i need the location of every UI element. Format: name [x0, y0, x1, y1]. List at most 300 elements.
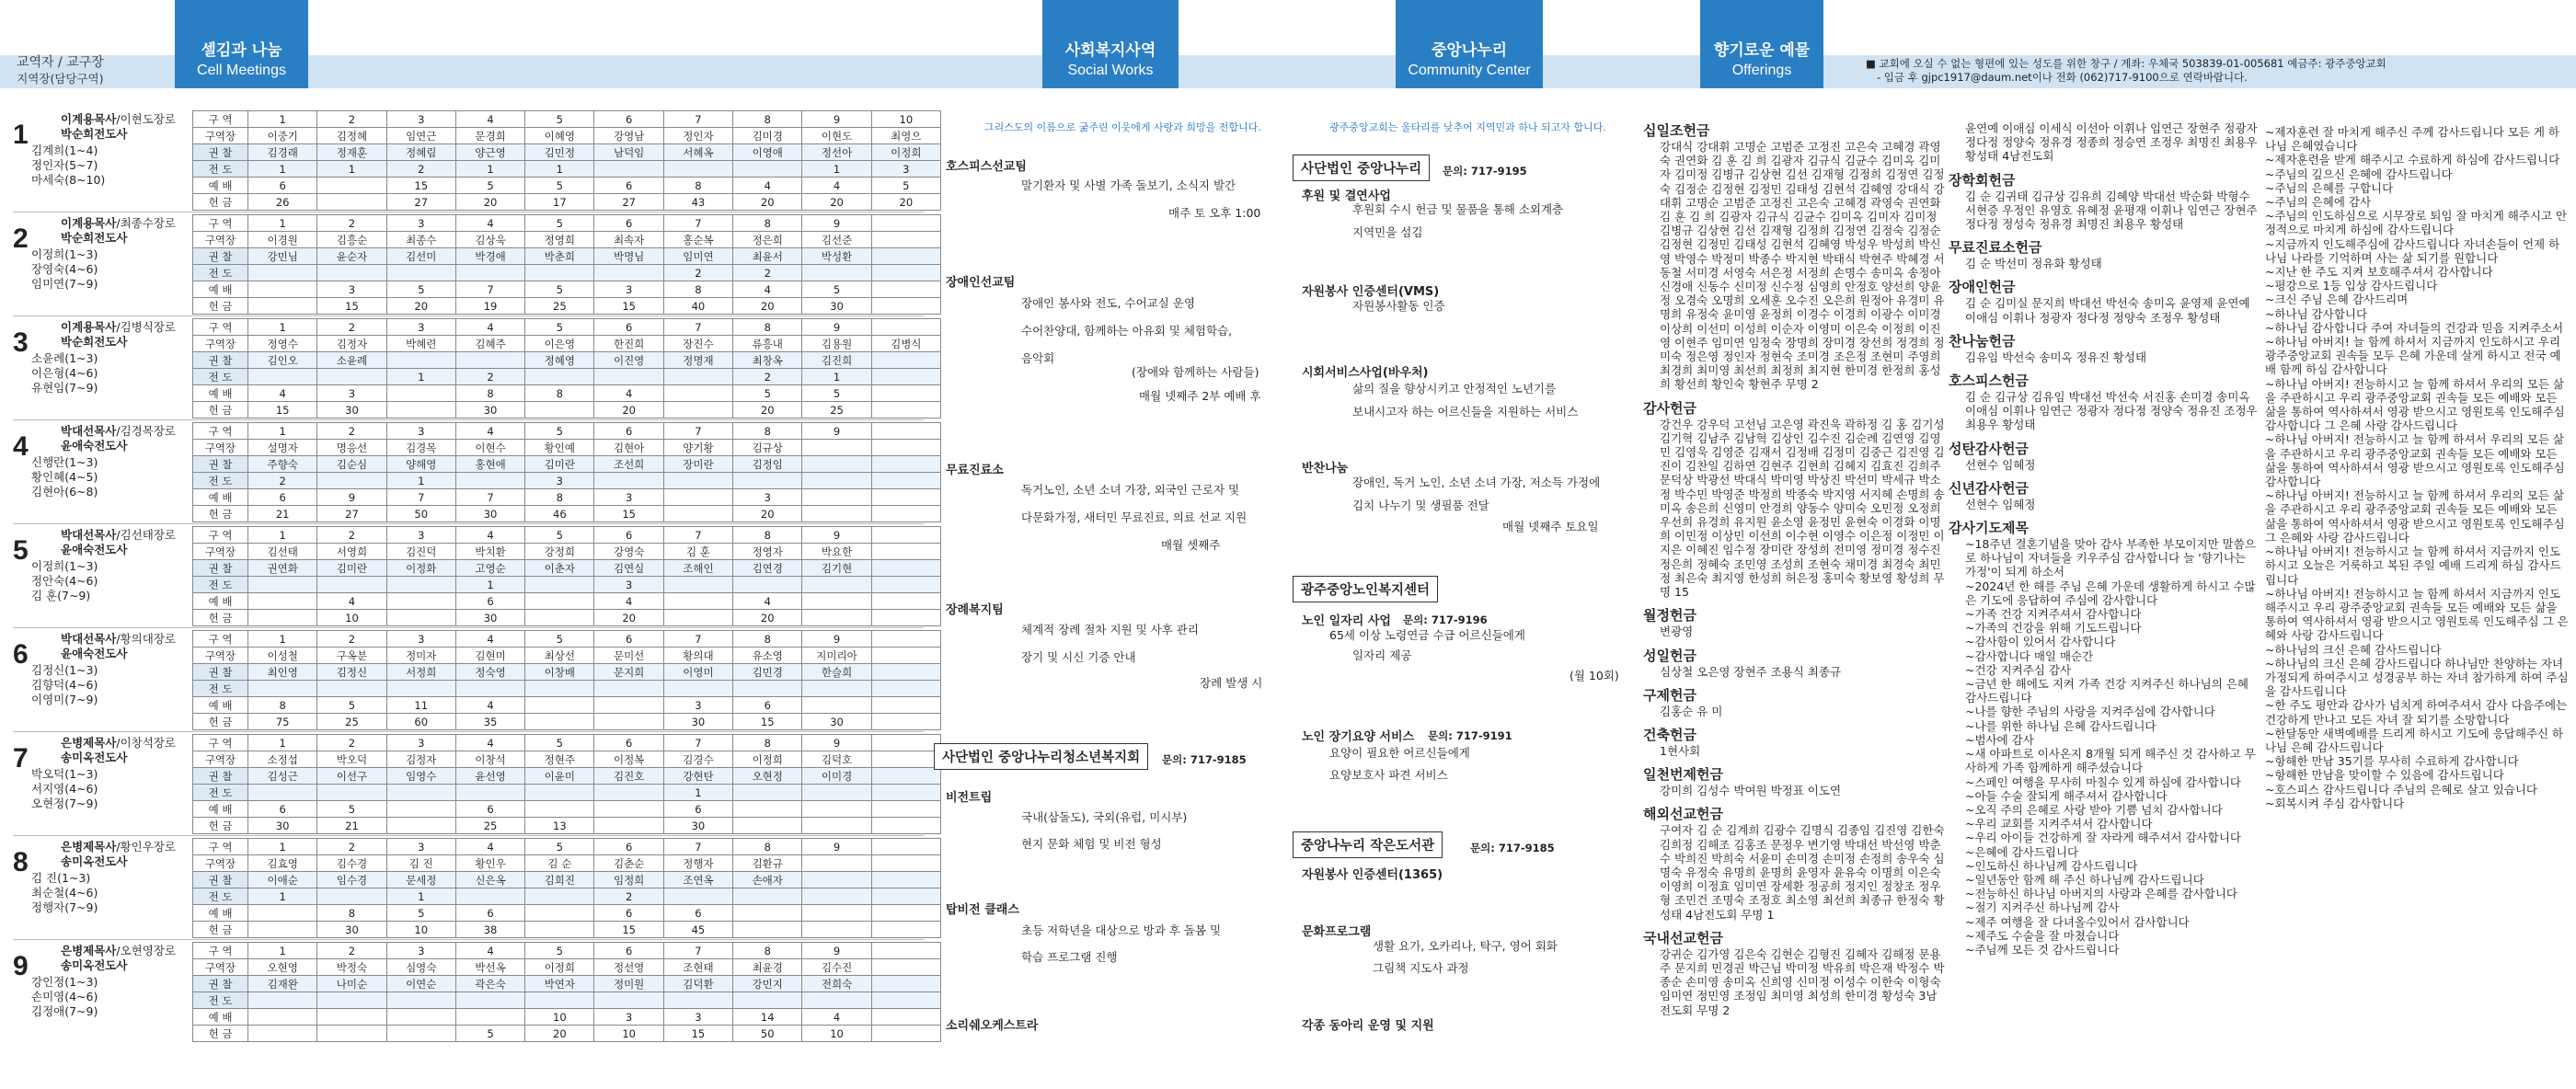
table-cell: 14 [733, 1009, 802, 1026]
row-label: 전 도 [193, 161, 248, 178]
table-cell [594, 681, 663, 697]
table-cell [455, 888, 524, 905]
district-leader: 오현정(7~9) [31, 797, 98, 810]
row-label: 전 도 [193, 577, 248, 593]
district-elder: /김선태장로 [116, 528, 176, 542]
table-cell: 김혜주 [455, 336, 524, 352]
table-cell: 한슬희 [802, 664, 871, 681]
table-cell: 7 [663, 111, 732, 128]
row-label: 구 역 [193, 631, 248, 648]
table-cell: 김인오 [248, 352, 317, 369]
table-cell [317, 369, 386, 385]
table-cell: 김미란 [525, 456, 594, 473]
evangelist-name: 박순희전도사 [61, 231, 128, 245]
table-cell: 4 [594, 593, 663, 610]
table-row [193, 473, 941, 489]
table-cell: 8 [455, 385, 524, 402]
table-cell: 최종수 [386, 232, 455, 248]
row-label: 헌 금 [193, 506, 248, 522]
offering-names: 김홍순 유 미 [1660, 704, 1723, 718]
table-cell: 조연옥 [663, 872, 732, 888]
row-label: 권 찰 [193, 560, 248, 577]
row-label: 구 역 [193, 943, 248, 959]
district-elder: /이창석장로 [116, 736, 176, 750]
table-cell: 25 [525, 298, 594, 315]
table-cell: 11 [386, 697, 455, 714]
table-cell: 문세정 [386, 872, 455, 888]
row-label: 헌 금 [193, 922, 248, 938]
table-cell: 4 [802, 178, 871, 194]
table-row [193, 735, 941, 751]
social-funeral-line-2: 장기 및 시신 기증 안내 [1021, 650, 1136, 664]
evangelist-name: 박순희전도사 [61, 127, 128, 141]
table-row [193, 872, 941, 888]
table-cell: 정영자 [733, 544, 802, 560]
community-box-nanuri: 사단법인 중앙나누리 [1293, 155, 1430, 181]
table-cell: 박정숙 [317, 959, 386, 976]
cell-stats-table [192, 110, 941, 211]
cell-group-number: 3 [13, 327, 29, 358]
table-cell: 5 [525, 839, 594, 855]
table-row [193, 801, 941, 818]
table-cell [386, 577, 455, 593]
table-cell: 5 [525, 423, 594, 440]
table-cell [525, 905, 594, 922]
community-side-dish-line-1: 장애인, 독거 노인, 소년 소녀 가장, 저소득 가정에 [1352, 476, 1601, 489]
evangelist-name: 송미옥전도사 [61, 958, 128, 972]
table-cell: 서정희 [386, 664, 455, 681]
cell-group-number: 8 [13, 847, 29, 877]
table-cell: 1 [663, 785, 732, 801]
table-cell [733, 922, 802, 938]
table-cell: 1 [248, 423, 317, 440]
table-cell [248, 281, 317, 298]
table-cell: 김선미 [386, 248, 455, 265]
table-cell: 임수경 [317, 872, 386, 888]
community-1365-title: 자원봉사 인증센터(1365) [1302, 868, 1443, 882]
district-elder: /최종수장로 [116, 216, 176, 230]
cell-group-pastor [61, 320, 176, 350]
table-cell [871, 801, 940, 818]
offering-names: 강귀순 김가영 김은숙 김현순 김형진 김혜자 김해정 문용주 문지희 민경권 박근님 박미정 박유희 박은재 박정수 박종순 손미영 송미옥 신희영 신미정 이성수 이한숙 이형숙 임미연 정민영 조정임 최미영 최성희 한미경 황성숙 3남전도회 무명 2 [1660, 946, 1945, 1017]
table-cell [317, 992, 386, 1009]
offering-names: 윤연예 이애심 이세식 이선아 이휘나 임연근 장현주 정광자 정다정 정양숙 정유경 정종희 정승연 조정우 최명진 최용우 황성태 4남전도회 [1965, 121, 2258, 164]
table-cell: 김규상 [733, 440, 802, 456]
table-cell: 3 [663, 697, 732, 714]
table-cell: 8 [733, 111, 802, 128]
table-cell [802, 577, 871, 593]
table-cell: 5 [525, 111, 594, 128]
table-cell [871, 248, 940, 265]
row-label: 전 도 [193, 369, 248, 385]
table-cell [871, 423, 940, 440]
table-cell: 2 [248, 473, 317, 489]
table-cell: 5 [525, 178, 594, 194]
social-vision-trip-line-1: 국내(삼돌도), 국외(유럽, 미시부) [1021, 810, 1188, 824]
evangelist-name: 송미옥전도사 [61, 751, 128, 764]
table-cell: 이영미 [663, 664, 732, 681]
table-cell: 김미란 [317, 560, 386, 577]
table-cell: 5 [525, 281, 594, 298]
table-cell [802, 785, 871, 801]
row-label: 구역장 [193, 128, 248, 144]
table-row [193, 610, 941, 626]
district-leader: 유현임(7~9) [31, 381, 98, 395]
table-cell: 서혜옥 [663, 144, 732, 161]
table-cell: 30 [802, 298, 871, 315]
table-cell: 박경애 [455, 248, 524, 265]
table-cell [248, 265, 317, 281]
table-cell: 2 [317, 215, 386, 232]
table-cell: 7 [663, 631, 732, 648]
table-cell: 6 [594, 943, 663, 959]
offering-names: 김유임 박선숙 송미옥 정유진 황성태 [1965, 350, 2147, 364]
table-cell: 5 [802, 281, 871, 298]
table-cell: 류흥내 [733, 336, 802, 352]
table-cell [455, 265, 524, 281]
table-cell: 김환규 [733, 855, 802, 872]
table-cell: 이연순 [386, 976, 455, 992]
table-row [193, 593, 941, 610]
table-cell: 9 [802, 631, 871, 648]
table-cell: 정선영 [594, 959, 663, 976]
table-cell [802, 610, 871, 626]
offering-title: 무료진료소헌금 [1949, 239, 2042, 257]
notice-line-1: ■ 교회에 오실 수 없는 형편에 있는 성도를 위한 창구 / 계좌: 우체국 503839-01-005681 예금주: 광주중앙교회 [1866, 57, 2386, 70]
table-cell: 5 [386, 905, 455, 922]
table-cell: 21 [248, 506, 317, 522]
table-row [193, 714, 941, 730]
table-cell: 오현영 [248, 959, 317, 976]
table-row [193, 423, 941, 440]
table-cell: 27 [317, 506, 386, 522]
table-cell: 2 [317, 423, 386, 440]
table-cell: 8 [733, 215, 802, 232]
table-cell: 김진희 [802, 352, 871, 369]
table-cell: 1 [248, 527, 317, 544]
table-cell [386, 402, 455, 418]
table-cell: 10 [317, 610, 386, 626]
table-cell: 10 [871, 111, 940, 128]
table-cell [317, 577, 386, 593]
table-cell: 50 [733, 1026, 802, 1042]
table-cell [594, 818, 663, 834]
table-cell: 이윤미 [525, 768, 594, 785]
table-cell: 40 [663, 298, 732, 315]
table-cell [871, 855, 940, 872]
table-cell: 홍순복 [663, 232, 732, 248]
tab-offerings [1700, 0, 1823, 88]
table-cell: 이창석 [455, 751, 524, 768]
table-cell: 1 [248, 839, 317, 855]
table-cell [802, 697, 871, 714]
table-cell: 김병식 [871, 336, 940, 352]
table-cell [802, 922, 871, 938]
table-cell: 정혜영 [525, 352, 594, 369]
table-cell: 9 [802, 319, 871, 336]
table-cell [663, 489, 732, 506]
table-cell: 김연경 [733, 560, 802, 577]
table-cell [386, 992, 455, 1009]
table-cell: 주향숙 [248, 456, 317, 473]
table-row [193, 768, 941, 785]
community-senior-jobs-line-1: 65세 이상 노령연금 수급 어르신들에게 [1329, 628, 1525, 642]
table-cell: 6 [594, 111, 663, 128]
table-cell: 김성근 [248, 768, 317, 785]
table-cell [871, 735, 940, 751]
table-row [193, 577, 941, 593]
table-cell: 1 [317, 161, 386, 178]
pastor-name: 박대선목사 [61, 424, 117, 438]
table-cell: 30 [663, 818, 732, 834]
table-cell: 이중기 [248, 128, 317, 144]
table-row [193, 440, 941, 456]
table-row [193, 527, 941, 544]
table-cell: 2 [317, 943, 386, 959]
table-cell: 6 [248, 489, 317, 506]
cell-stats-table [192, 422, 941, 522]
offering-names: 김 순 김규상 김유임 박대선 박선숙 서진홍 손미경 송미옥 이애심 이휘나 임연근 정광자 정다정 정양숙 정유진 조정우 최용우 황성태 [1965, 390, 2258, 432]
table-cell: 박혜련 [386, 336, 455, 352]
row-label: 권 찰 [193, 976, 248, 992]
table-row [193, 352, 941, 369]
table-cell: 이진영 [594, 352, 663, 369]
table-cell: 20 [733, 506, 802, 522]
table-cell: 6 [455, 593, 524, 610]
table-cell: 2 [455, 369, 524, 385]
table-cell: 60 [386, 714, 455, 730]
pastor-name: 박대선목사 [61, 632, 117, 646]
offering-names: 구여자 김 순 김계희 김광수 김명식 김종임 김진영 김한숙 김희정 김해조 김홍조 문정우 변기영 박대선 박선영 박춘수 박희진 박희숙 서윤미 손미경 손미정 손정희 송우숙 심명숙 유정숙 유명희 윤명희 윤영자 윤유숙 이명희 이은숙 이영희 이정효 임미연 장세환 정공희 정지인 정창조 정우형 조민건 조명숙 조정호 최소영 최선희 최종규 한정숙 황성태 4남전도회 무명 1 [1660, 823, 1945, 922]
table-cell: 20 [594, 402, 663, 418]
table-cell: 김현아 [594, 440, 663, 456]
table-cell: 2 [317, 527, 386, 544]
table-cell: 7 [455, 489, 524, 506]
table-cell: 황인우 [455, 855, 524, 872]
table-cell: 조해인 [663, 560, 732, 577]
table-cell: 8 [733, 423, 802, 440]
table-cell [525, 593, 594, 610]
table-cell: 임정희 [594, 872, 663, 888]
table-cell [386, 681, 455, 697]
table-cell: 박성환 [802, 248, 871, 265]
table-cell [871, 905, 940, 922]
table-cell: 1 [525, 161, 594, 178]
table-cell: 9 [802, 527, 871, 544]
table-cell: 17 [525, 194, 594, 211]
table-cell [525, 714, 594, 730]
table-cell: 4 [594, 385, 663, 402]
table-cell [525, 369, 594, 385]
table-cell: 15 [386, 178, 455, 194]
row-label: 권 찰 [193, 664, 248, 681]
table-cell: 7 [663, 839, 732, 855]
table-cell: 정숙영 [455, 664, 524, 681]
offering-title: 일천번제헌금 [1643, 766, 1723, 784]
table-cell [386, 785, 455, 801]
table-cell: 8 [733, 735, 802, 751]
table-cell: 김경래 [248, 144, 317, 161]
table-cell: 38 [455, 922, 524, 938]
table-cell: 김현미 [455, 648, 524, 664]
table-cell: 설명자 [248, 440, 317, 456]
table-row [193, 631, 941, 648]
table-cell [663, 888, 732, 905]
table-cell: 곽은숙 [455, 976, 524, 992]
table-row [193, 751, 941, 768]
social-disability-line-2: 수어찬양대, 함께하는 아유회 및 체험학습, [1021, 324, 1233, 338]
table-cell: 김정임 [733, 456, 802, 473]
table-row [193, 128, 941, 144]
table-cell: 서영희 [317, 544, 386, 560]
table-row [193, 697, 941, 714]
district-leader: 신행란(1~3) [31, 455, 98, 469]
table-cell: 1 [248, 319, 317, 336]
cell-group-number: 4 [13, 431, 29, 462]
table-cell: 6 [733, 697, 802, 714]
table-row [193, 194, 941, 211]
table-cell: 강민님 [248, 248, 317, 265]
row-label: 헌 금 [193, 818, 248, 834]
table-cell [871, 440, 940, 456]
table-cell: 김 순 [525, 855, 594, 872]
table-cell [663, 473, 732, 489]
table-cell: 2 [594, 888, 663, 905]
table-row [193, 385, 941, 402]
table-cell [871, 527, 940, 544]
table-cell: 3 [663, 1009, 732, 1026]
district-leader: 이정희(1~3) [31, 559, 98, 573]
table-cell [871, 506, 940, 522]
table-cell [871, 922, 940, 938]
table-cell [871, 1009, 940, 1026]
cell-group-pastor [61, 944, 176, 973]
cell-group-pastor [61, 632, 176, 661]
table-cell: 6 [594, 839, 663, 855]
pastor-name: 이계용목사 [61, 216, 117, 230]
row-label: 구 역 [193, 319, 248, 336]
table-cell [802, 456, 871, 473]
table-cell: 30 [455, 402, 524, 418]
table-cell: 김정혜 [317, 128, 386, 144]
table-cell: 5 [802, 385, 871, 402]
row-label: 구역장 [193, 751, 248, 768]
table-cell: 김 훈 [663, 544, 732, 560]
table-cell: 8 [733, 943, 802, 959]
table-cell [871, 664, 940, 681]
table-row [193, 336, 941, 352]
cell-stats-table [192, 318, 941, 418]
table-cell: 4 [455, 839, 524, 855]
table-cell: 25 [802, 402, 871, 418]
table-cell: 8 [733, 839, 802, 855]
table-cell [594, 785, 663, 801]
table-cell: 강영남 [594, 128, 663, 144]
table-row [193, 402, 941, 418]
table-cell: 이혜영 [525, 128, 594, 144]
table-cell [594, 714, 663, 730]
table-cell [802, 888, 871, 905]
community-culture-line-2: 그림책 지도사 과정 [1373, 961, 1469, 975]
cell-stats-table [192, 630, 941, 730]
youth-welfare-box: 사단법인 중앙나누리청소년복지회 [934, 743, 1148, 770]
table-cell: 45 [663, 922, 732, 938]
table-cell [317, 888, 386, 905]
table-cell: 6 [594, 215, 663, 232]
offering-names: 김 순 김귀태 김규상 김유희 김혜양 박대선 박순화 박형수 서현증 우정인 유영호 유혜정 윤평재 이휘나 임연근 장현주 정다정 정성숙 정유경 최명진 최용우 황성태 [1965, 189, 2258, 232]
table-cell: 이창배 [525, 664, 594, 681]
row-label: 권 찰 [193, 248, 248, 265]
table-cell: 김재완 [248, 976, 317, 992]
table-cell: 2 [663, 265, 732, 281]
district-leader: 이정희(1~3) [31, 247, 98, 261]
row-label: 구 역 [193, 839, 248, 855]
table-row [193, 265, 941, 281]
offering-title: 신년감사헌금 [1949, 479, 2029, 497]
table-cell: 문경희 [455, 128, 524, 144]
community-side-dish-line-3: 매월 넷째주 토요일 [1502, 520, 1599, 533]
table-row [193, 855, 941, 872]
table-cell: 김정자 [386, 751, 455, 768]
table-cell [525, 610, 594, 626]
table-cell [317, 194, 386, 211]
table-cell: 6 [594, 905, 663, 922]
table-cell [525, 697, 594, 714]
social-vision-trip-title: 비전트립 [946, 791, 993, 805]
table-cell: 1 [248, 943, 317, 959]
table-cell: 윤선영 [455, 768, 524, 785]
tab-social-works [1042, 0, 1179, 88]
social-clinic-title: 무료진료소 [946, 464, 1004, 477]
district-leaders [31, 351, 98, 395]
table-cell: 3 [594, 489, 663, 506]
community-longterm-care-line-2: 요양보호사 파견 서비스 [1329, 768, 1448, 782]
social-hospice-title: 호스피스선교팀 [946, 160, 1027, 174]
table-cell: 4 [248, 385, 317, 402]
table-cell: 2 [733, 369, 802, 385]
table-cell: 13 [525, 818, 594, 834]
table-cell: 임영수 [386, 768, 455, 785]
district-leader: 정안숙(4~6) [31, 574, 98, 588]
table-cell: 4 [455, 943, 524, 959]
community-vms-line-1: 자원봉사활동 인증 [1352, 299, 1445, 313]
offering-names: 김 순 김미실 문지희 박대선 박선숙 송미옥 윤영제 윤연예 이애심 이휘나 정광자 정다정 정양숙 조정우 황성태 [1965, 296, 2250, 325]
table-cell: 4 [455, 423, 524, 440]
table-cell: 이성철 [248, 648, 317, 664]
table-cell [248, 577, 317, 593]
table-cell: 6 [594, 631, 663, 648]
offering-names: 강건우 강우덕 고선님 고은영 곽진욱 곽하정 김 홍 김기성 김기혁 김남주 김남혁 김상인 김수진 김순례 김연영 김영민 김영욱 김영준 김재서 김정배 김정미 김중근 김진영 김진이 김찬일 김하연 김현주 김현희 김혜지 김효진 김희주 문덕상 박광선 박대식 박미영 박상진 박선미 박세규 박소정 박수민 박영준 박정희 박종숙 박지영 서지혜 손명희 송미옥 송은희 신영미 안경희 양동수 양미숙 오민정 오정희 우선희 유경희 유지원 윤소영 윤정민 윤현숙 이경화 이명희 이민정 이상민 이선희 이수현 이영수 이은정 이정민 이지은 이혜진 임수정 장미란 장성희 전미영 정미경 정수진 정은희 정혜숙 조민영 조성희 조현숙 채미경 최경숙 최민정 최은숙 최지영 한성희 허은정 홍미숙 황보영 황성희 무명 15 [1660, 417, 1945, 600]
table-cell: 5 [317, 801, 386, 818]
district-leader: 마세숙(8~10) [31, 173, 106, 187]
table-cell: 2 [317, 631, 386, 648]
table-cell: 6 [248, 801, 317, 818]
table-cell: 김수진 [802, 959, 871, 976]
table-cell: 8 [663, 178, 732, 194]
district-leader: 김 훈(7~9) [31, 589, 91, 602]
table-cell: 김희진 [525, 872, 594, 888]
cell-group-pastor [61, 736, 176, 765]
table-cell: 정은희 [733, 232, 802, 248]
row-label: 구역장 [193, 336, 248, 352]
table-cell [871, 560, 940, 577]
community-box-senior: 광주중앙노인복지센터 [1293, 576, 1438, 602]
table-cell [455, 352, 524, 369]
table-cell [386, 1009, 455, 1026]
table-cell: 장진수 [663, 336, 732, 352]
table-cell: 정미원 [594, 976, 663, 992]
table-row [193, 976, 941, 992]
